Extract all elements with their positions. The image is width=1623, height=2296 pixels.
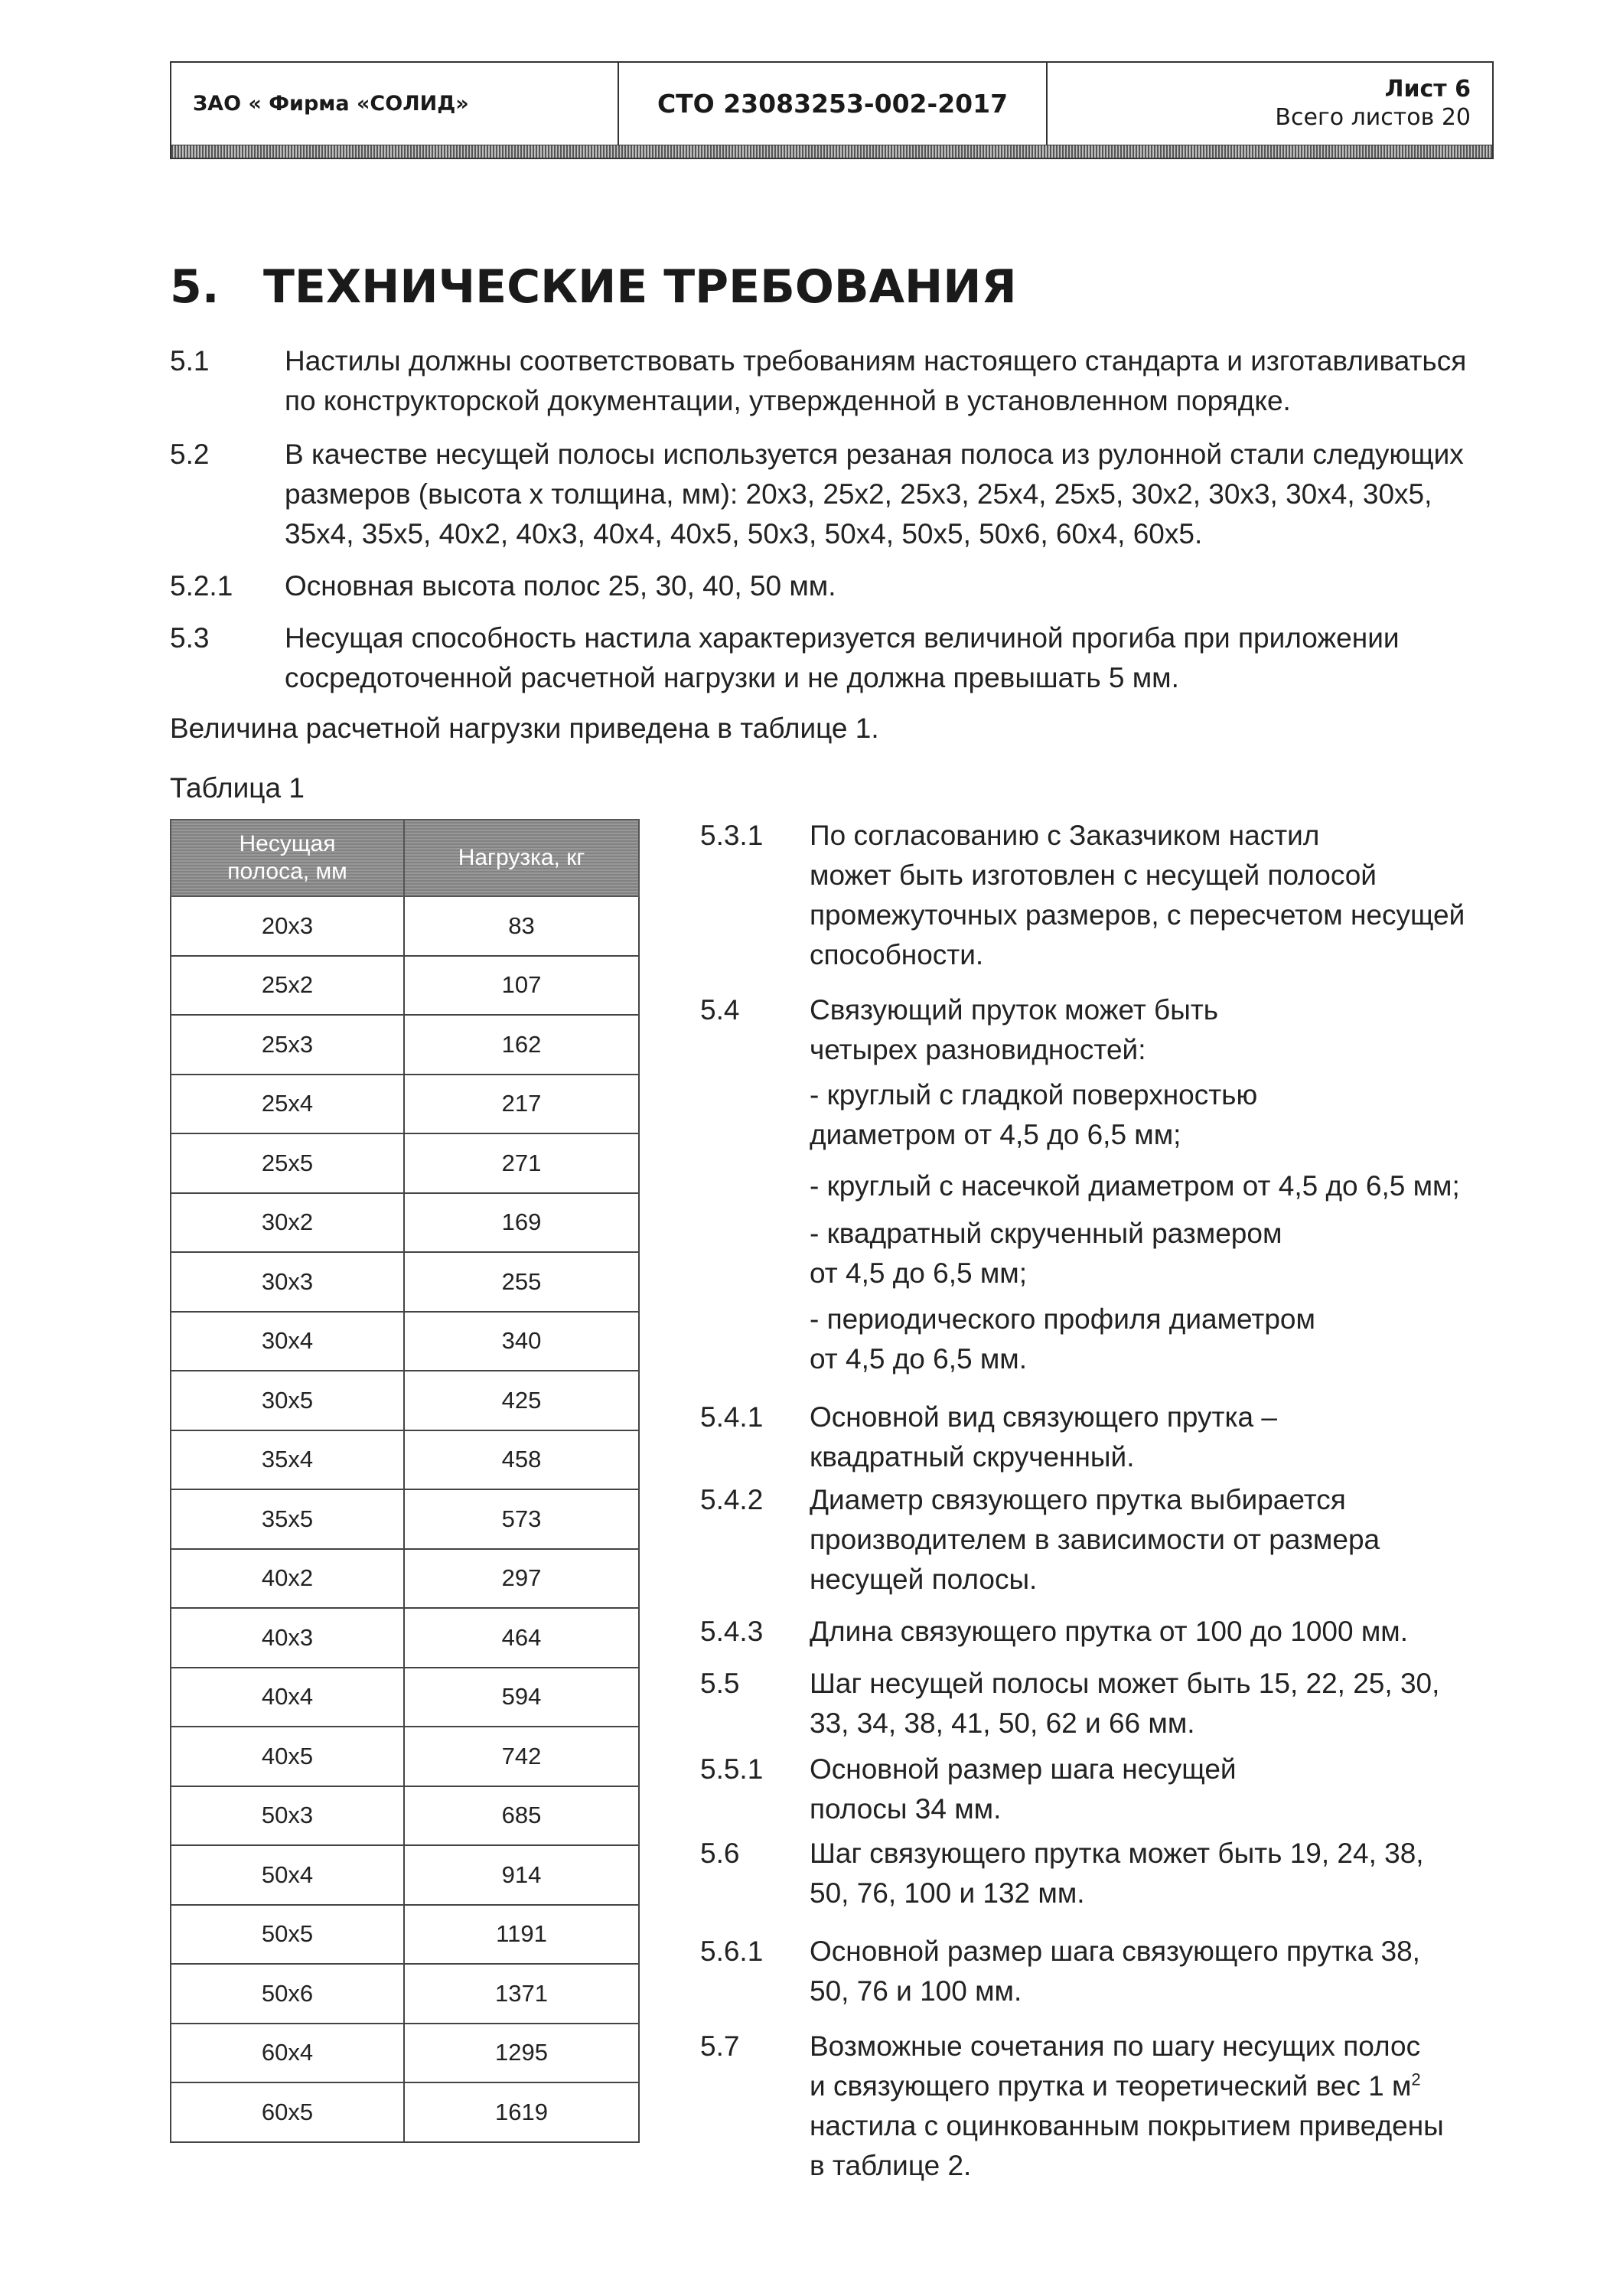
- clause-line: квадратный скрученный.: [810, 1441, 1135, 1473]
- clause-line: - круглый с насечкой диаметром от 4,5 до 6,5 мм;: [810, 1170, 1460, 1202]
- load-value-cell: 162: [404, 1015, 639, 1075]
- strip-size-cell: 35х4: [171, 1430, 404, 1490]
- clause-5-5-1: [700, 1750, 1504, 1832]
- clause-5-7: [700, 2027, 1504, 2191]
- clause-number: 5.6: [700, 1838, 740, 1869]
- load-value-cell: 169: [404, 1193, 639, 1253]
- strip-size-cell: 50х6: [171, 1964, 404, 2024]
- clause-number: 5.7: [700, 2030, 740, 2062]
- table-row: [171, 1312, 639, 1371]
- standard-code: СТО 23083253-002-2017: [619, 63, 1048, 158]
- clause-line: 50, 76, 100 и 132 мм.: [810, 1877, 1085, 1909]
- load-value-cell: 425: [404, 1371, 639, 1430]
- column-header-strip: [171, 820, 404, 896]
- table-row: [171, 1668, 639, 1727]
- clause-number: 5.4: [700, 994, 740, 1026]
- load-value-cell: 83: [404, 896, 639, 956]
- clause-bullet: [700, 1214, 1504, 1296]
- strip-size-cell: 30х5: [171, 1371, 404, 1430]
- sheet-number: Лист 6: [1384, 76, 1471, 103]
- clause-text: и связующего прутка и теоретический вес 1 м: [810, 2070, 1412, 2102]
- clause-line: Несущая способность настила характеризуется величиной прогиба при приложении: [285, 622, 1400, 654]
- load-value-cell: 1191: [404, 1905, 639, 1965]
- clause-5-6-1: [700, 1932, 1504, 2014]
- table-row: [171, 2082, 639, 2142]
- table-row: [171, 1193, 639, 1253]
- load-value-cell: 594: [404, 1668, 639, 1727]
- load-value-cell: 271: [404, 1133, 639, 1193]
- clause-line: - периодического профиля диаметром: [810, 1303, 1315, 1335]
- clause-line: четырех разновидностей:: [810, 1034, 1146, 1065]
- column-header-line: полоса, мм: [227, 859, 347, 884]
- strip-size-cell: 20х3: [171, 896, 404, 956]
- clause-5-6: [700, 1834, 1504, 1916]
- company-name: ЗАО « Фирма «СОЛИД»: [171, 63, 619, 158]
- section-title: [170, 260, 1017, 314]
- superscript: 2: [1411, 2069, 1421, 2089]
- load-table: [170, 819, 640, 2143]
- load-value-cell: 464: [404, 1608, 639, 1668]
- table-caption: Таблица 1: [170, 772, 305, 804]
- strip-size-cell: 40х3: [171, 1608, 404, 1668]
- clause-number: 5.4.1: [700, 1401, 764, 1433]
- load-note: Величина расчетной нагрузки приведена в таблице 1.: [170, 713, 879, 744]
- table-row: [171, 1549, 639, 1609]
- clause-line: 33, 34, 38, 41, 50, 62 и 66 мм.: [810, 1707, 1195, 1739]
- clause-5-4-2: [700, 1480, 1504, 1603]
- table-row: [171, 896, 639, 956]
- clause-number: 5.1: [170, 345, 210, 377]
- strip-size-cell: 50х5: [171, 1905, 404, 1965]
- clause-line: Шаг связующего прутка может быть 19, 24, 38,: [810, 1838, 1424, 1869]
- strip-size-cell: 60х5: [171, 2082, 404, 2142]
- table-row: [171, 1489, 639, 1549]
- clause-number: 5.2: [170, 439, 210, 470]
- strip-size-cell: 25х2: [171, 956, 404, 1016]
- clause-5-4-1: [700, 1397, 1504, 1480]
- clause-5-5: [700, 1664, 1504, 1746]
- section-number: 5.: [170, 260, 220, 314]
- strip-size-cell: 40х4: [171, 1668, 404, 1727]
- clause-line: Основной вид связующего прутка –: [810, 1401, 1277, 1433]
- clause-line: 50, 76 и 100 мм.: [810, 1975, 1022, 2007]
- clause-line: от 4,5 до 6,5 мм.: [810, 1343, 1028, 1375]
- table-row: [171, 1371, 639, 1430]
- clause-line: Основной размер шага связующего прутка 38,: [810, 1936, 1420, 1967]
- clause-number: 5.3: [170, 622, 210, 654]
- clause-number: 5.6.1: [700, 1936, 764, 1967]
- clause-line: 35х4, 35х5, 40х2, 40х3, 40х4, 40х5, 50х3, 50х4, 50х5, 50х6, 60х4, 60х5.: [285, 518, 1203, 550]
- table-row: [171, 1015, 639, 1075]
- clause-line: от 4,5 до 6,5 мм;: [810, 1257, 1028, 1289]
- clause-5-3-1: [700, 816, 1504, 978]
- clause-bullet: [700, 1075, 1504, 1158]
- clause-line: Длина связующего прутка от 100 до 1000 мм.: [810, 1616, 1409, 1647]
- load-value-cell: 742: [404, 1727, 639, 1786]
- load-value-cell: 107: [404, 956, 639, 1016]
- strip-size-cell: 30х3: [171, 1252, 404, 1312]
- table-row: [171, 1786, 639, 1846]
- strip-size-cell: 50х3: [171, 1786, 404, 1846]
- clause-line: Шаг несущей полосы может быть 15, 22, 25, 30,: [810, 1668, 1440, 1699]
- table-header-row: [171, 820, 639, 896]
- clause-5-1: [170, 341, 1501, 426]
- clause-line: промежуточных размеров, с пересчетом несущей: [810, 899, 1465, 931]
- clause-line: По согласованию с Заказчиком настил: [810, 820, 1320, 851]
- clause-number: 5.5.1: [700, 1753, 764, 1785]
- load-value-cell: 217: [404, 1075, 639, 1134]
- strip-size-cell: 60х4: [171, 2024, 404, 2083]
- strip-size-cell: 25х4: [171, 1075, 404, 1134]
- clause-line: настила с оцинкованным покрытием приведены: [810, 2110, 1444, 2141]
- strip-size-cell: 40х5: [171, 1727, 404, 1786]
- clause-5-4-3: [700, 1612, 1504, 1655]
- clause-line: Настилы должны соответствовать требованиям настоящего стандарта и изготавливаться: [285, 345, 1467, 377]
- clause-line: - квадратный скрученный размером: [810, 1218, 1282, 1249]
- clause-line: сосредоточенной расчетной нагрузки и не должна превышать 5 мм.: [285, 662, 1179, 693]
- clause-number: 5.2.1: [170, 570, 233, 602]
- clause-5-4: [700, 990, 1504, 1073]
- clause-line: производителем в зависимости от размера: [810, 1524, 1380, 1555]
- load-value-cell: 340: [404, 1312, 639, 1371]
- clause-5-3: [170, 618, 1501, 703]
- clause-line: способности.: [810, 939, 984, 970]
- clause-line: - круглый с гладкой поверхностью: [810, 1079, 1258, 1110]
- clause-line: [810, 2066, 1421, 2106]
- header-hatch-strip: [171, 145, 1492, 158]
- load-value-cell: 573: [404, 1489, 639, 1549]
- load-value-cell: 1371: [404, 1964, 639, 2024]
- clause-bullet: [700, 1166, 1504, 1209]
- strip-size-cell: 50х4: [171, 1845, 404, 1905]
- clause-number: 5.3.1: [700, 820, 764, 851]
- clause-line: в таблице 2.: [810, 2150, 972, 2181]
- clause-line: диаметром от 4,5 до 6,5 мм;: [810, 1119, 1181, 1150]
- clause-line: В качестве несущей полосы используется резаная полоса из рулонной стали следующих: [285, 439, 1464, 470]
- total-sheets: Всего листов 20: [1275, 104, 1471, 131]
- strip-size-cell: 25х5: [171, 1133, 404, 1193]
- table-row: [171, 1845, 639, 1905]
- clause-line: Диаметр связующего прутка выбирается: [810, 1484, 1346, 1515]
- table-row: [171, 1964, 639, 2024]
- strip-size-cell: 35х5: [171, 1489, 404, 1549]
- clause-line: размеров (высота х толщина, мм): 20х3, 25х2, 25х3, 25х4, 25х5, 30х2, 30х3, 30х4, 30х5,: [285, 478, 1432, 510]
- clause-number: 5.5: [700, 1668, 740, 1699]
- sheet-info: [1048, 63, 1492, 158]
- clause-line: может быть изготовлен с несущей полосой: [810, 859, 1377, 891]
- table-row: [171, 1430, 639, 1490]
- page-header: [170, 61, 1494, 159]
- table-row: [171, 1133, 639, 1193]
- load-value-cell: 685: [404, 1786, 639, 1846]
- strip-size-cell: 40х2: [171, 1549, 404, 1609]
- clause-line: полосы 34 мм.: [810, 1793, 1002, 1825]
- table-row: [171, 1727, 639, 1786]
- load-value-cell: 914: [404, 1845, 639, 1905]
- load-value-cell: 1619: [404, 2082, 639, 2142]
- clause-bullet: [700, 1300, 1504, 1382]
- table-row: [171, 2024, 639, 2083]
- clause-line: Связующий пруток может быть: [810, 994, 1219, 1026]
- clause-5-2-1: [170, 566, 1501, 608]
- table-row: [171, 1608, 639, 1668]
- load-value-cell: 458: [404, 1430, 639, 1490]
- strip-size-cell: 25х3: [171, 1015, 404, 1075]
- section-heading: ТЕХНИЧЕСКИЕ ТРЕБОВАНИЯ: [263, 260, 1017, 314]
- clause-line: Возможные сочетания по шагу несущих полос: [810, 2030, 1421, 2062]
- clause-line: по конструкторской документации, утвержденной в установленном порядке.: [285, 385, 1291, 416]
- column-header-load: Нагрузка, кг: [404, 820, 639, 896]
- load-value-cell: 297: [404, 1549, 639, 1609]
- load-value-cell: 255: [404, 1252, 639, 1312]
- table-row: [171, 1905, 639, 1965]
- clause-number: 5.4.3: [700, 1616, 764, 1647]
- strip-size-cell: 30х2: [171, 1193, 404, 1253]
- table-row: [171, 1252, 639, 1312]
- clause-line: несущей полосы.: [810, 1564, 1038, 1595]
- clause-5-2: [170, 435, 1501, 557]
- table-row: [171, 956, 639, 1016]
- column-header-line: Несущая: [239, 831, 336, 856]
- strip-size-cell: 30х4: [171, 1312, 404, 1371]
- table-row: [171, 1075, 639, 1134]
- clause-number: 5.4.2: [700, 1484, 764, 1515]
- clause-line: Основная высота полос 25, 30, 40, 50 мм.: [285, 570, 836, 602]
- load-value-cell: 1295: [404, 2024, 639, 2083]
- clause-line: Основной размер шага несущей: [810, 1753, 1237, 1785]
